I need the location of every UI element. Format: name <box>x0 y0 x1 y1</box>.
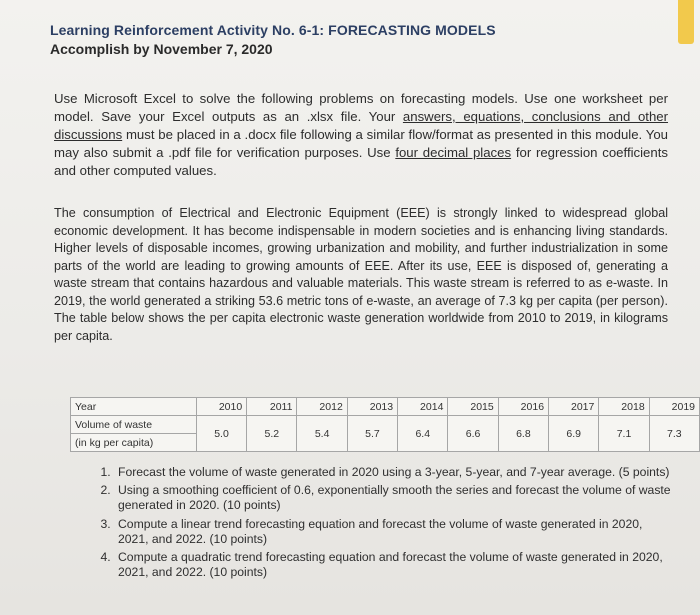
year-cell: 2015 <box>448 398 498 416</box>
value-cell: 6.4 <box>398 416 448 452</box>
instructions-underline-decimals: four decimal places <box>395 145 512 160</box>
year-cell: 2014 <box>398 398 448 416</box>
instructions-underline-answers: answers, equations, conclusions and other discussions <box>54 109 669 142</box>
year-cell: 2017 <box>549 398 599 416</box>
task-item: 4. Compute a quadratic trend forecasting equation and forecast the volume of waste generated in 2020, 2021, and 2022. (10 points) <box>114 550 674 580</box>
value-cell: 5.4 <box>297 416 347 452</box>
task-item: 2. Using a smoothing coefficient of 0.6, exponentially smooth the series and forecast the volume of waste generated in 2020. (10 points) <box>114 483 674 513</box>
value-cell: 7.3 <box>649 416 699 452</box>
year-cell: 2019 <box>649 398 699 416</box>
year-cell: 2011 <box>247 398 297 416</box>
table-header-year: Year <box>71 398 197 416</box>
instructions-paragraph <box>54 90 668 180</box>
deadline-subtitle: Accomplish by November 7, 2020 <box>50 41 273 57</box>
year-cell: 2010 <box>196 398 246 416</box>
table-header-unit: (in kg per capita) <box>71 434 197 452</box>
instructions-text-2: must be placed in a .docx file following a similar flow/format as presented in this module. You may also submit a .pdf file for verification purposes. Use <box>54 127 668 160</box>
task-item: 3. Compute a linear trend forecasting equation and forecast the volume of waste generated in 2020, 2021, and 2022. (10 points) <box>114 517 674 547</box>
context-paragraph: The consumption of Electrical and Electronic Equipment (EEE) is strongly linked to widespread global economic development. It has become indispensable in modern societies and is enhancing living standards. Higher levels of disposable incomes, growing urbanization and mobility, and further industrialization in some parts of the world are leading to growing amounts of EEE. After its use, EEE is disposed of, generating a waste stream that contains hazardous and valuable materials. This waste stream is referred to as e-waste. In 2019, the world generated a striking 53.6 metric tons of e-waste, an average of 7.3 kg per capita (per person). The table below shows the per capita electronic waste generation worldwide from 2010 to 2019, in kilograms per capita. <box>54 206 668 343</box>
year-cell: 2018 <box>599 398 649 416</box>
year-cell: 2013 <box>347 398 397 416</box>
year-cell: 2016 <box>498 398 548 416</box>
table-row-volume <box>71 416 700 434</box>
ewaste-data-table <box>70 397 700 452</box>
task-item: 1. Forecast the volume of waste generated in 2020 using a 3-year, 5-year, and 7-year average. (5 points) <box>114 465 674 480</box>
table-header-volume: Volume of waste <box>71 416 197 434</box>
value-cell: 6.8 <box>498 416 548 452</box>
value-cell: 5.0 <box>196 416 246 452</box>
value-cell: 5.7 <box>347 416 397 452</box>
value-cell: 5.2 <box>247 416 297 452</box>
value-cell: 6.9 <box>549 416 599 452</box>
instructions-text-1: Use Microsoft Excel to solve the following problems on forecasting models. Use one worksheet per model. Save your Excel outputs as an .xlsx file. Your <box>54 91 668 124</box>
value-cell: 6.6 <box>448 416 498 452</box>
task-list <box>94 465 674 583</box>
instructions-text-3: for regression coefficients and other computed values. <box>54 145 668 178</box>
value-cell: 7.1 <box>599 416 649 452</box>
table-row-years <box>71 398 700 416</box>
bookmark-tab <box>678 0 694 44</box>
activity-title: Learning Reinforcement Activity No. 6-1: FORECASTING MODELS <box>50 22 496 38</box>
year-cell: 2012 <box>297 398 347 416</box>
